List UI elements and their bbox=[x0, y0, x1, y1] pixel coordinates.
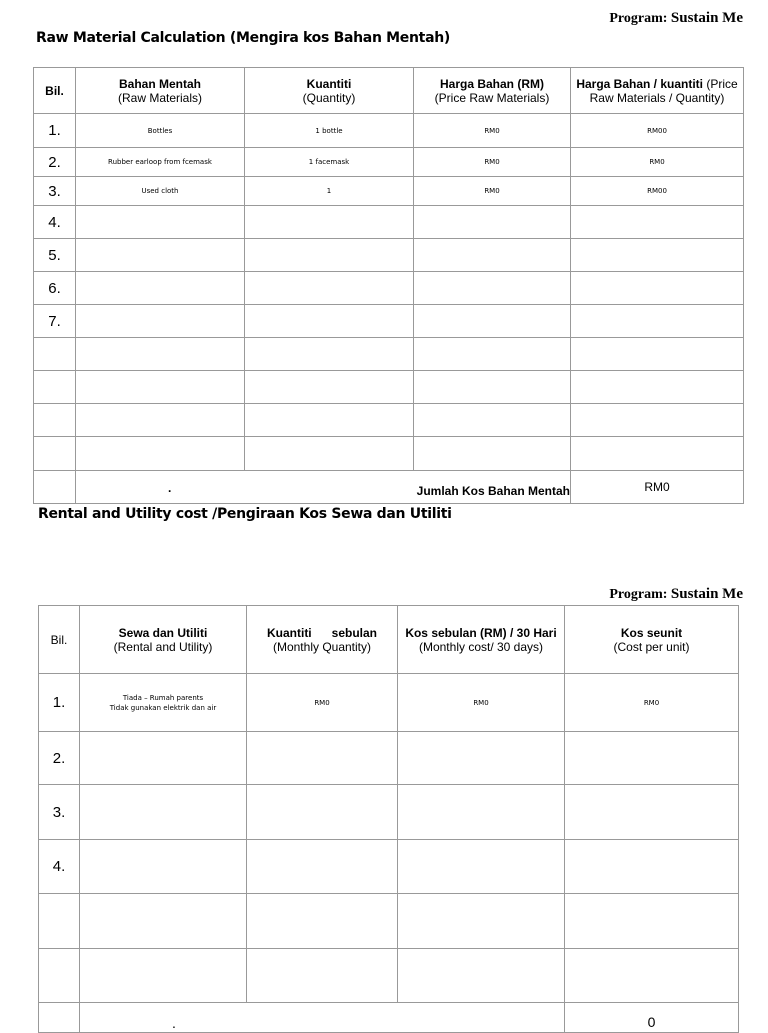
unit-price-cell bbox=[571, 206, 744, 239]
unit-price-cell: RM00 bbox=[571, 177, 744, 206]
cost-cell bbox=[398, 949, 565, 1003]
header-monthly-quantity: Kuantiti sebulan (Monthly Quantity) bbox=[247, 606, 398, 674]
unit-cost-cell bbox=[565, 785, 739, 840]
unit-cost-cell bbox=[565, 840, 739, 894]
quantity-cell: 1 bbox=[245, 177, 414, 206]
total-dot: . bbox=[168, 481, 172, 495]
row-number bbox=[34, 437, 76, 471]
program-header-1 bbox=[609, 10, 743, 27]
row-number: 7. bbox=[34, 305, 76, 338]
table-row bbox=[34, 114, 744, 148]
table-row bbox=[39, 785, 739, 840]
unit-price-cell: RM00 bbox=[571, 114, 744, 148]
material-cell bbox=[76, 206, 245, 239]
quantity-cell: 1 bottle bbox=[245, 114, 414, 148]
material-cell bbox=[76, 305, 245, 338]
quantity-cell bbox=[247, 732, 398, 785]
total-dot: . bbox=[172, 1015, 176, 1031]
row-number: 2. bbox=[34, 148, 76, 177]
price-cell bbox=[414, 206, 571, 239]
price-cell bbox=[414, 371, 571, 404]
price-cell bbox=[414, 404, 571, 437]
header-bil: Bil. bbox=[34, 68, 76, 114]
table-row bbox=[34, 272, 744, 305]
quantity-cell bbox=[247, 840, 398, 894]
price-cell: RM0 bbox=[414, 177, 571, 206]
table-row bbox=[34, 239, 744, 272]
total-bil-cell bbox=[34, 471, 76, 504]
item-cell bbox=[80, 949, 247, 1003]
quantity-cell: 1 facemask bbox=[245, 148, 414, 177]
table-row bbox=[34, 404, 744, 437]
row-number: 4. bbox=[39, 840, 80, 894]
material-cell: Rubber earloop from fcemask bbox=[76, 148, 245, 177]
material-cell bbox=[76, 371, 245, 404]
row-number: 5. bbox=[34, 239, 76, 272]
table-row bbox=[39, 894, 739, 949]
table-row bbox=[34, 148, 744, 177]
quantity-cell bbox=[245, 272, 414, 305]
total-label: Jumlah Kos Bahan Mentah bbox=[416, 484, 570, 498]
table-row bbox=[34, 437, 744, 471]
material-cell bbox=[76, 437, 245, 471]
unit-price-cell bbox=[571, 338, 744, 371]
material-cell bbox=[76, 272, 245, 305]
material-cell bbox=[76, 239, 245, 272]
item-cell bbox=[80, 785, 247, 840]
quantity-cell bbox=[245, 437, 414, 471]
price-cell bbox=[414, 338, 571, 371]
table-row bbox=[34, 305, 744, 338]
total-bil-cell bbox=[39, 1003, 80, 1033]
unit-price-cell bbox=[571, 272, 744, 305]
header-quantity: Kuantiti (Quantity) bbox=[245, 68, 414, 114]
table-row bbox=[39, 840, 739, 894]
raw-material-title: Raw Material Calculation (Mengira kos Bahan Mentah) bbox=[36, 30, 450, 46]
table-row bbox=[34, 177, 744, 206]
cost-cell: RM0 bbox=[398, 674, 565, 732]
row-number bbox=[39, 949, 80, 1003]
total-label-cell bbox=[80, 1003, 565, 1033]
header-raw-materials: Bahan Mentah (Raw Materials) bbox=[76, 68, 245, 114]
unit-price-cell bbox=[571, 239, 744, 272]
total-label-cell bbox=[76, 471, 571, 504]
table-header-row bbox=[34, 68, 744, 114]
program-label: Program: bbox=[609, 587, 668, 602]
price-cell bbox=[414, 239, 571, 272]
item-cell bbox=[80, 732, 247, 785]
rental-utility-title: Rental and Utility cost /Pengiraan Kos Sewa dan Utiliti bbox=[38, 506, 452, 522]
raw-material-table bbox=[33, 67, 744, 504]
unit-cost-cell bbox=[565, 949, 739, 1003]
row-number: 3. bbox=[39, 785, 80, 840]
header-bil: Bil. bbox=[39, 606, 80, 674]
unit-price-cell: RM0 bbox=[571, 148, 744, 177]
quantity-cell bbox=[245, 206, 414, 239]
unit-cost-cell: RM0 bbox=[565, 674, 739, 732]
price-cell bbox=[414, 305, 571, 338]
material-cell bbox=[76, 338, 245, 371]
item-cell bbox=[80, 840, 247, 894]
table-row bbox=[39, 949, 739, 1003]
row-number: 1. bbox=[39, 674, 80, 732]
quantity-cell bbox=[245, 305, 414, 338]
item-cell: Tiada – Rumah parents Tidak gunakan elektrik dan air bbox=[80, 674, 247, 732]
total-value: RM0 bbox=[571, 471, 744, 504]
header-cost-per-unit: Kos seunit (Cost per unit) bbox=[565, 606, 739, 674]
unit-cost-cell bbox=[565, 894, 739, 949]
row-number bbox=[34, 371, 76, 404]
total-value: 0 bbox=[565, 1003, 739, 1033]
row-number: 1. bbox=[34, 114, 76, 148]
quantity-cell bbox=[245, 404, 414, 437]
program-name: Sustain Me bbox=[670, 586, 743, 602]
quantity-cell bbox=[245, 338, 414, 371]
quantity-cell: RM0 bbox=[247, 674, 398, 732]
cost-cell bbox=[398, 894, 565, 949]
quantity-cell bbox=[247, 949, 398, 1003]
unit-price-cell bbox=[571, 371, 744, 404]
header-price: Harga Bahan (RM) (Price Raw Materials) bbox=[414, 68, 571, 114]
cost-cell bbox=[398, 785, 565, 840]
row-number: 6. bbox=[34, 272, 76, 305]
total-row bbox=[39, 1003, 739, 1033]
row-number: 4. bbox=[34, 206, 76, 239]
price-cell: RM0 bbox=[414, 148, 571, 177]
item-cell bbox=[80, 894, 247, 949]
table-row bbox=[39, 674, 739, 732]
unit-price-cell bbox=[571, 305, 744, 338]
table-header-row bbox=[39, 606, 739, 674]
row-number: 3. bbox=[34, 177, 76, 206]
program-label: Program: bbox=[609, 11, 668, 26]
unit-price-cell bbox=[571, 437, 744, 471]
price-cell bbox=[414, 437, 571, 471]
material-cell: Bottles bbox=[76, 114, 245, 148]
quantity-cell bbox=[247, 785, 398, 840]
header-monthly-cost: Kos sebulan (RM) / 30 Hari (Monthly cost/ 30 days) bbox=[398, 606, 565, 674]
material-cell: Used cloth bbox=[76, 177, 245, 206]
row-number bbox=[34, 338, 76, 371]
program-header-2 bbox=[609, 586, 743, 603]
table-row bbox=[34, 206, 744, 239]
quantity-cell bbox=[245, 371, 414, 404]
rental-utility-table bbox=[38, 605, 739, 1033]
total-row bbox=[34, 471, 744, 504]
row-number: 2. bbox=[39, 732, 80, 785]
cost-cell bbox=[398, 840, 565, 894]
price-cell bbox=[414, 272, 571, 305]
unit-price-cell bbox=[571, 404, 744, 437]
program-name: Sustain Me bbox=[670, 10, 743, 26]
header-rental-utility: Sewa dan Utiliti (Rental and Utility) bbox=[80, 606, 247, 674]
header-price-per-qty: Harga Bahan / kuantiti (Price Raw Materials / Quantity) bbox=[571, 68, 744, 114]
table-row bbox=[34, 371, 744, 404]
row-number bbox=[34, 404, 76, 437]
quantity-cell bbox=[245, 239, 414, 272]
material-cell bbox=[76, 404, 245, 437]
price-cell: RM0 bbox=[414, 114, 571, 148]
quantity-cell bbox=[247, 894, 398, 949]
unit-cost-cell bbox=[565, 732, 739, 785]
row-number bbox=[39, 894, 80, 949]
cost-cell bbox=[398, 732, 565, 785]
table-row bbox=[34, 338, 744, 371]
table-row bbox=[39, 732, 739, 785]
